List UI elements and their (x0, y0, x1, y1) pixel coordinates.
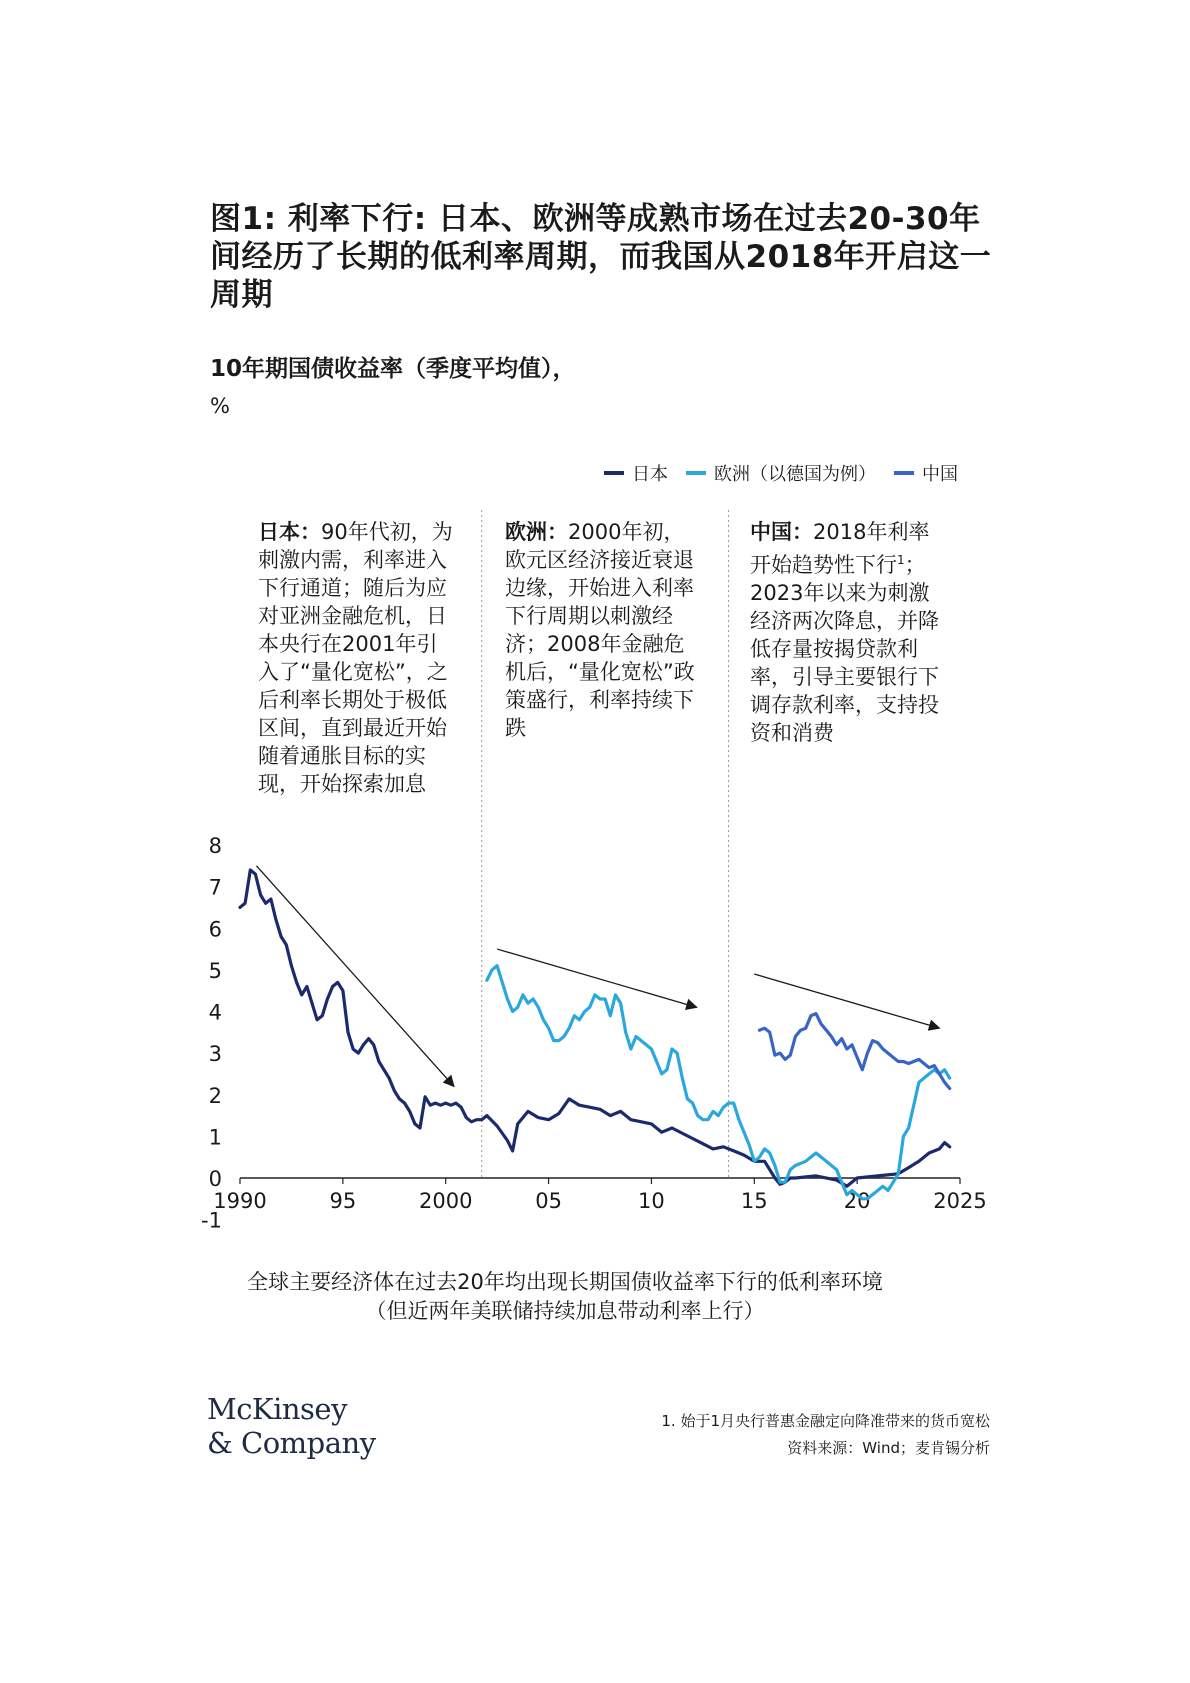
annotation-europe-text: 2000年初，欧元区经济接近衰退边缘，开始进入利率下行周期以刺激经济；2008年金融危机后，“量化宽松”政策盛行，利率持续下跌 (505, 520, 695, 740)
x-tick-label: 20 (843, 1189, 871, 1213)
logo-line-1: McKinsey (207, 1392, 347, 1426)
x-tick-label: 05 (535, 1189, 562, 1213)
series-line-japan (240, 870, 950, 1186)
trend-arrow (256, 866, 453, 1087)
annotation-china-text-b: ；2023年以来为刺激经济两次降息，并降低存量按揭贷款利率，引导主要银行下调存款利率，支持投资和消费 (750, 553, 939, 745)
logo-line-2: & Company (207, 1426, 376, 1460)
unit-label: % (210, 394, 230, 418)
legend-label-china: 中国 (922, 464, 958, 485)
y-tick-label: 1 (208, 1125, 222, 1150)
annotation-europe-label: 欧洲： (505, 520, 568, 544)
chart-caption (160, 1268, 970, 1326)
series-line-china (759, 1014, 949, 1089)
y-tick-label: 4 (208, 1000, 222, 1025)
footnotes (661, 1408, 990, 1462)
y-tick-label: 7 (208, 875, 222, 900)
y-tick-label: 6 (208, 917, 222, 942)
y-tick-label: 0 (208, 1167, 222, 1191)
y-tick-label: 3 (208, 1042, 222, 1067)
annotation-japan-label: 日本： (258, 520, 321, 544)
x-tick-label: 10 (638, 1189, 665, 1213)
annotation-japan-text: 90年代初，为刺激内需，利率进入下行通道；随后为应对亚洲金融危机，日本央行在2001年引入了“量化宽松”，之后利率长期处于极低区间，直到最近开始随着通胀目标的实现，开始探索加息 (258, 520, 453, 796)
chart-subtitle: 10年期国债收益率（季度平均值）， (210, 356, 576, 382)
caption-line-2: （但近两年美联储持续加息带动利率上行） (365, 1299, 765, 1323)
caption-line-1: 全球主要经济体在过去20年均出现长期国债收益率下行的低利率环境 (247, 1270, 883, 1294)
x-tick-label: 95 (329, 1189, 357, 1213)
page-title: 图1: 利率下行: 日本、欧洲等成熟市场在过去20-30年间经历了长期的低利率周期，而我国从2018年开启这一周期 (210, 201, 992, 313)
annotation-china-text-a: 2018年利率开始趋势性下行 (750, 520, 930, 577)
x-tick-label: 2025 (933, 1189, 987, 1213)
footnote-1: 1. 始于1月央行普惠金融定向降准带来的货币宽松 (661, 1412, 990, 1430)
annotation-china-footnote-mark: 1 (897, 553, 905, 567)
source-note: 资料来源：Wind；麦肯锡分析 (787, 1439, 990, 1457)
legend-label-japan: 日本 (632, 464, 668, 485)
trend-arrow (754, 974, 939, 1028)
trend-arrow (497, 949, 697, 1007)
mckinsey-logo (207, 1392, 376, 1460)
annotation-china-label: 中国： (750, 520, 813, 544)
y-tick-label: 5 (208, 958, 222, 983)
y-tick-label: 8 (208, 834, 222, 858)
x-tick-label: 1990 (213, 1189, 267, 1213)
x-tick-label: 15 (740, 1189, 768, 1213)
y-tick-label: 2 (208, 1083, 222, 1108)
x-tick-label: 2000 (418, 1189, 473, 1213)
y-tick-label: -1 (201, 1208, 222, 1233)
series-line-europe (487, 966, 950, 1199)
legend-label-europe: 欧洲（以德国为例） (714, 464, 876, 485)
